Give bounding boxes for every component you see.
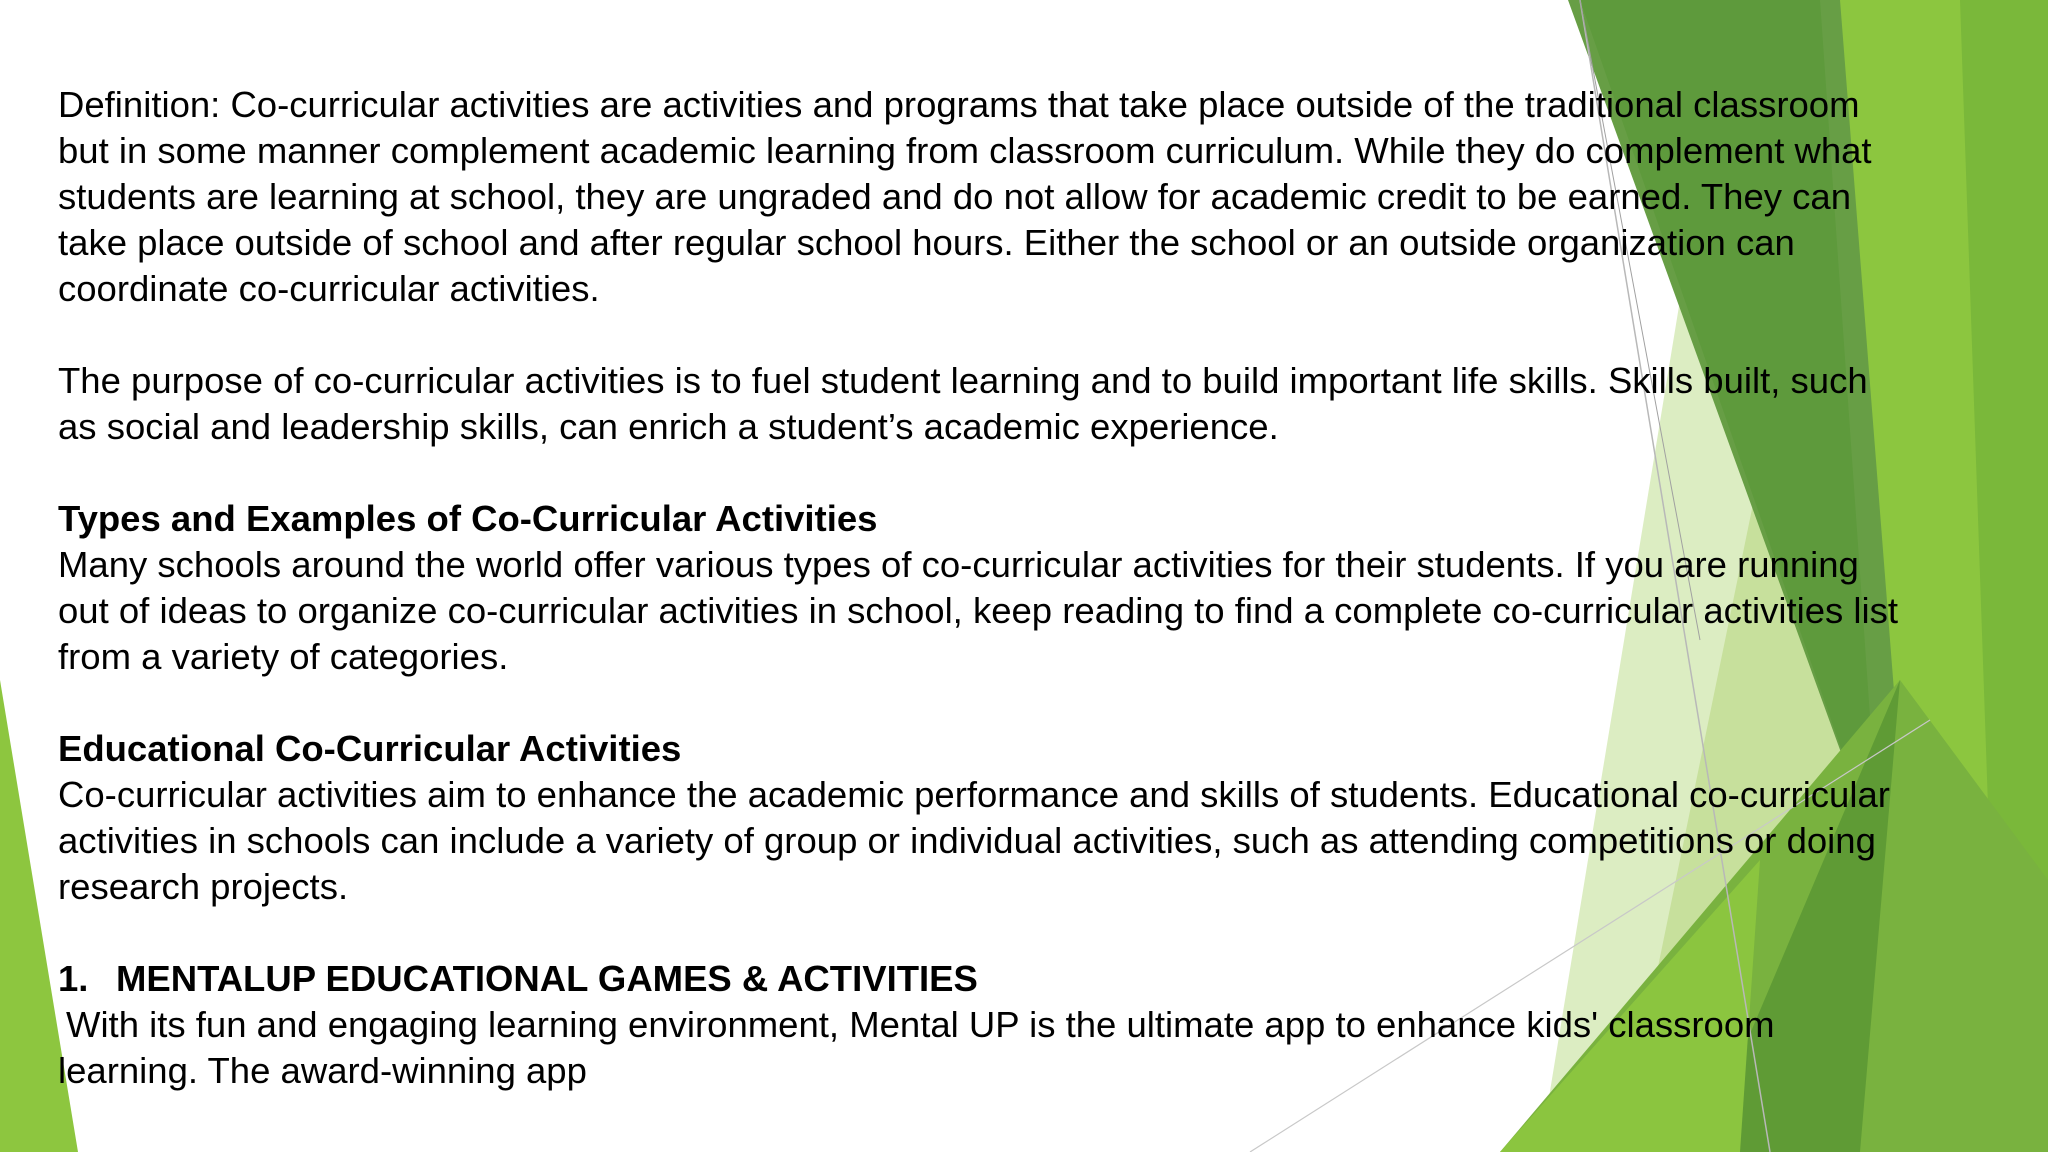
definition-paragraph (58, 82, 2018, 312)
types-line: from a variety of categories. (58, 636, 509, 677)
definition-line: but in some manner complement academic learning from classroom curriculum. While they do complement what (58, 130, 1872, 171)
list-item-title: MENTALUP EDUCATIONAL GAMES & ACTIVITIES (116, 958, 978, 999)
types-heading: Types and Examples of Co-Curricular Activities (58, 498, 878, 539)
educational-line: activities in schools can include a variety of group or individual activities, such as attending competitions or doing (58, 820, 1876, 861)
paragraph-spacer (58, 910, 2018, 956)
purpose-paragraph (58, 358, 2018, 450)
educational-line: Co-curricular activities aim to enhance the academic performance and skills of students. Educational co-curricular (58, 774, 1890, 815)
paragraph-spacer (58, 450, 2018, 496)
purpose-line: The purpose of co-curricular activities is to fuel student learning and to build important life skills. Skills built, such (58, 360, 1868, 401)
paragraph-spacer (58, 312, 2018, 358)
educational-paragraph (58, 772, 2018, 910)
paragraph-spacer (58, 680, 2018, 726)
definition-line: take place outside of school and after regular school hours. Either the school or an outside organization can (58, 222, 1795, 263)
educational-line: research projects. (58, 866, 349, 907)
types-line: out of ideas to organize co-curricular activities in school, keep reading to find a complete co-curricular activities list (58, 590, 1899, 631)
definition-line: Definition: Co-curricular activities are activities and programs that take place outside of the traditional classroom (58, 84, 1860, 125)
educational-heading: Educational Co-Curricular Activities (58, 728, 682, 769)
definition-line: coordinate co-curricular activities. (58, 268, 600, 309)
types-paragraph (58, 542, 2018, 680)
list-item-number: 1. (58, 958, 89, 999)
slide-text-body (58, 82, 2018, 1094)
purpose-line: as social and leadership skills, can enrich a student’s academic experience. (58, 406, 1279, 447)
list-item-line: learning. The award-winning app (58, 1050, 587, 1091)
list-item-line: With its fun and engaging learning environment, Mental UP is the ultimate app to enhance kids' classroom (66, 1004, 1775, 1045)
list-item-1-body (58, 1002, 2018, 1094)
definition-line: students are learning at school, they are ungraded and do not allow for academic credit to be earned. They can (58, 176, 1852, 217)
types-line: Many schools around the world offer various types of co-curricular activities for their students. If you are running (58, 544, 1859, 585)
list-item-1-heading (58, 956, 2018, 1002)
